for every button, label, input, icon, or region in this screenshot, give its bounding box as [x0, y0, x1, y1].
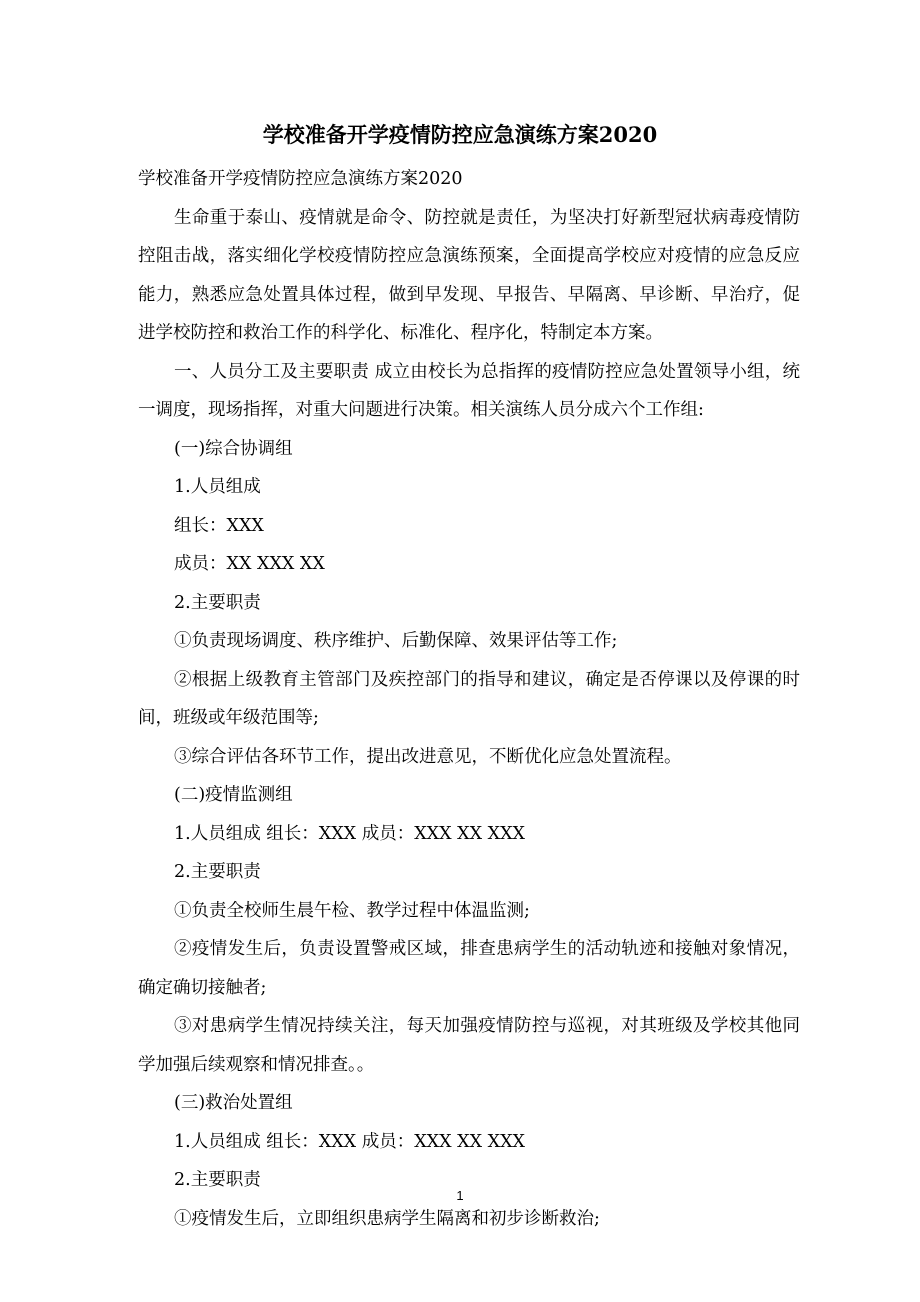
group-3-duties-heading: 2.主要职责: [174, 1170, 261, 1190]
document-body: [138, 160, 800, 1238]
group-1-duty-1: ①负责现场调度、秩序维护、后勤保障、效果评估等工作;: [174, 631, 618, 651]
group-1-duties-heading: 2.主要职责: [174, 592, 261, 613]
group-1-duty-3: ③综合评估各环节工作，提出改进意见，不断优化应急处置流程。: [174, 746, 682, 767]
group-1-members: 成员：XX XXX XX: [174, 554, 325, 574]
group-2-duty-3: ③对患病学生情况持续关注，每天加强疫情防控与巡视，对其班级及学校其他同学加强后续观察和情况排查。。: [138, 1016, 800, 1075]
page-number: 1: [456, 1188, 464, 1203]
group-1-members-heading: 1.人员组成: [174, 477, 261, 497]
intro-paragraph: 生命重于泰山、疫情就是命令、防控就是责任，为坚决打好新型冠状病毒疫情防控阻击战，落实细化学校疫情防控应急演练预案，全面提高学校应对疫情的应急反应能力，熟悉应急处置具体过程，做到早发现、早报告、早隔离、早诊断、早治疗，促进学校防控和救治工作的科学化、标准化、程序化，特制定本方案。: [138, 207, 800, 343]
group-1-leader: 组长：XXX: [174, 515, 264, 536]
document-title: 学校准备开学疫情防控应急演练方案2020: [262, 122, 658, 147]
group-2-duties-heading: 2.主要职责: [174, 862, 261, 882]
group-1-duty-2: ②根据上级教育主管部门及疾控部门的指导和建议，确定是否停课以及停课的时间，班级或年级范围等;: [138, 669, 800, 728]
group-1-heading: (一)综合协调组: [174, 438, 293, 459]
group-2-members: 1.人员组成 组长：XXX 成员：XXX XX XXX: [174, 823, 525, 844]
group-3-duty-1: ①疫情发生后，立即组织患病学生隔离和初步诊断救治;: [174, 1208, 600, 1229]
section-1-heading-paragraph: 一、人员分工及主要职责 成立由校长为总指挥的疫情防控应急处置领导小组，统一调度，现场指挥，对重大问题进行决策。相关演练人员分成六个工作组:: [138, 361, 800, 420]
document-subtitle: 学校准备开学疫情防控应急演练方案2020: [138, 169, 463, 189]
group-2-duty-2: ②疫情发生后，负责设置警戒区域，排查患病学生的活动轨迹和接触对象情况，确定确切接触者;: [138, 939, 800, 998]
group-3-members: 1.人员组成 组长：XXX 成员：XXX XX XXX: [174, 1131, 525, 1152]
group-3-heading: (三)救治处置组: [174, 1093, 293, 1113]
group-2-heading: (二)疫情监测组: [174, 785, 293, 805]
group-2-duty-1: ①负责全校师生晨午检、教学过程中体温监测;: [174, 900, 530, 921]
